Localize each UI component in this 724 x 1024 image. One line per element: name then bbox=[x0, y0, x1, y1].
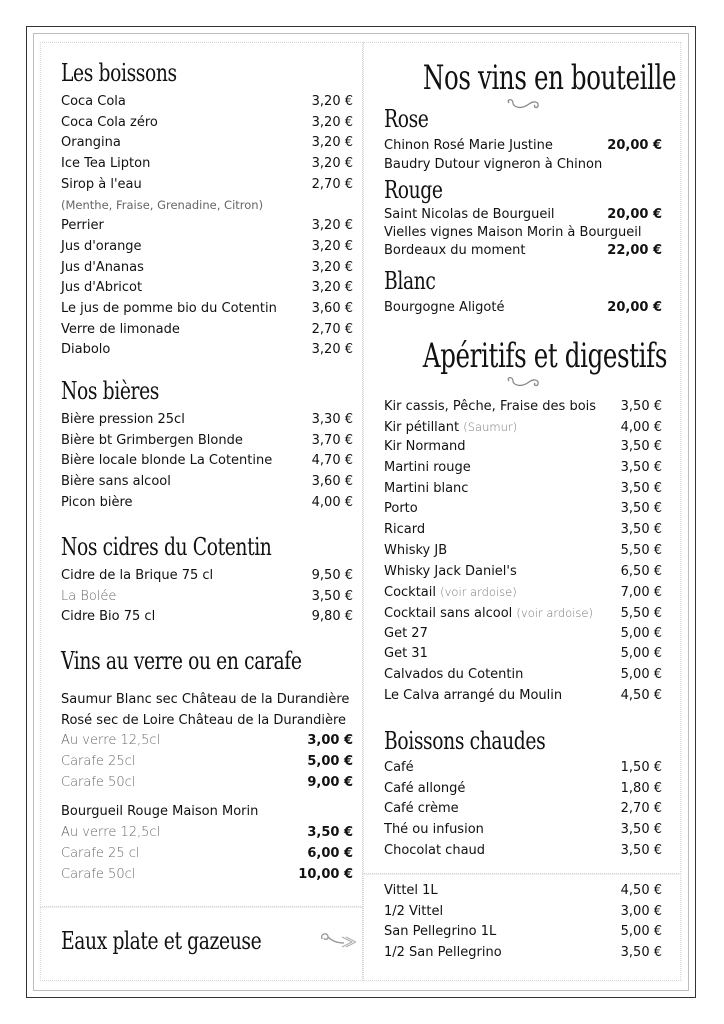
menu-item: Bourgogne Aligoté 20,00 € bbox=[384, 300, 662, 316]
menu-item: Au verre 12,5cl 3,00 € bbox=[61, 733, 353, 749]
menu-item: Bière sans alcool 3,60 € bbox=[61, 474, 353, 490]
menu-item: Ice Tea Lipton 3,20 € bbox=[61, 156, 353, 172]
menu-item: Sirop à l'eau 2,70 € bbox=[61, 176, 353, 192]
menu-item: Café 1,50 € bbox=[384, 760, 662, 775]
section-title: Les boissons bbox=[61, 59, 177, 87]
wine-line: Vielles vignes Maison Morin à Bourgueil bbox=[384, 225, 642, 241]
menu-item: Kir cassis, Pêche, Fraise des bois 3,50 € bbox=[384, 399, 662, 414]
wine-line: Bourgueil Rouge Maison Morin bbox=[61, 804, 259, 820]
menu-item: Carafe 25 cl 6,00 € bbox=[61, 845, 353, 861]
menu-item: Bordeaux du moment 22,00 € bbox=[384, 243, 662, 259]
swirl-arrow-right-icon bbox=[318, 929, 356, 953]
section-title: Vins au verre ou en carafe bbox=[61, 647, 302, 675]
menu-item: Whisky Jack Daniel's 6,50 € bbox=[384, 563, 662, 579]
section-chaudes bbox=[384, 726, 662, 861]
menu-item: Le jus de pomme bio du Cotentin 3,60 € bbox=[61, 300, 353, 316]
section-title: Nos vins en bouteille bbox=[422, 58, 677, 98]
menu-item: Martini rouge 3,50 € bbox=[384, 460, 662, 476]
sirop-flavors-note: (Menthe, Fraise, Grenadine, Citron) bbox=[61, 198, 264, 213]
menu-item: Diabolo 3,20 € bbox=[61, 342, 353, 358]
section-title: Nos bières bbox=[61, 377, 159, 405]
menu-item: Calvados du Cotentin 5,00 € bbox=[384, 666, 662, 682]
section-title: Apéritifs et digestifs bbox=[422, 336, 668, 376]
section-title: Eaux plate et gazeuse bbox=[61, 927, 262, 955]
menu-item: 1/2 Vittel 3,00 € bbox=[384, 903, 662, 919]
menu-item: Bière pression 25cl 3,30 € bbox=[61, 412, 353, 427]
menu-item: Cidre de la Brique 75 cl 9,50 € bbox=[61, 568, 353, 583]
menu-item: San Pellegrino 1L 5,00 € bbox=[384, 924, 662, 940]
section-title: Nos cidres du Cotentin bbox=[61, 533, 272, 561]
menu-item: Get 31 5,00 € bbox=[384, 646, 662, 662]
menu-item: Thé ou infusion 3,50 € bbox=[384, 822, 662, 838]
section-vins-verre bbox=[61, 646, 353, 885]
wine-line: Baudry Dutour vigneron à Chinon bbox=[384, 156, 603, 172]
subsection-title-rose: Rose bbox=[384, 105, 429, 133]
menu-item: Carafe 50cl 9,00 € bbox=[61, 774, 353, 790]
menu-item: Café crème 2,70 € bbox=[384, 801, 662, 817]
menu-item: Carafe 50cl 10,00 € bbox=[61, 866, 353, 882]
menu-item: Porto 3,50 € bbox=[384, 501, 662, 517]
swirl-ornament-icon bbox=[503, 376, 543, 390]
menu-item: Jus d'Ananas 3,20 € bbox=[61, 259, 353, 275]
menu-item: Bière bt Grimbergen Blonde 3,70 € bbox=[61, 432, 353, 448]
menu-item: Martini blanc 3,50 € bbox=[384, 480, 662, 496]
menu-item: Carafe 25cl 5,00 € bbox=[61, 754, 353, 770]
menu-item: Vittel 1L 4,50 € bbox=[384, 883, 662, 898]
section-cidres bbox=[61, 532, 353, 628]
menu-item: Cocktail (voir ardoise) 7,00 € bbox=[384, 585, 662, 601]
menu-item: Saint Nicolas de Bourgueil 20,00 € bbox=[384, 206, 662, 222]
subsection-title-blanc: Blanc bbox=[384, 267, 436, 296]
menu-item: Bière locale blonde La Cotentine 4,70 € bbox=[61, 453, 353, 469]
section-boissons bbox=[61, 58, 353, 361]
menu-item: Cocktail sans alcool (voir ardoise) 5,50 € bbox=[384, 605, 662, 621]
menu-item: Au verre 12,5cl 3,50 € bbox=[61, 825, 353, 841]
wine-line: Rosé sec de Loire Château de la Durandière bbox=[61, 712, 347, 728]
wine-line: Saumur Blanc sec Château de la Durandière bbox=[61, 692, 350, 707]
menu-item: Orangina 3,20 € bbox=[61, 135, 353, 151]
section-eaux-list bbox=[384, 881, 662, 964]
subsection-title-rouge: Rouge bbox=[384, 175, 443, 204]
menu-item: Le Calva arrangé du Moulin 4,50 € bbox=[384, 687, 662, 703]
menu-item: Cidre Bio 75 cl 9,80 € bbox=[61, 609, 353, 625]
menu-item: La Bolée 3,50 € bbox=[61, 588, 353, 604]
section-bieres bbox=[61, 376, 353, 513]
section-eaux bbox=[61, 926, 353, 956]
menu-item: Coca Cola 3,20 € bbox=[61, 94, 353, 109]
menu-item: Coca Cola zéro 3,20 € bbox=[61, 114, 353, 130]
section-title: Boissons chaudes bbox=[384, 727, 546, 755]
menu-item: Get 27 5,00 € bbox=[384, 625, 662, 641]
menu-item: Perrier 3,20 € bbox=[61, 218, 353, 234]
menu-item: 1/2 San Pellegrino 3,50 € bbox=[384, 945, 662, 961]
menu-item: Chinon Rosé Marie Justine 20,00 € bbox=[384, 138, 662, 153]
menu-item: Kir Normand 3,50 € bbox=[384, 439, 662, 455]
menu-item: Jus d'Abricot 3,20 € bbox=[61, 280, 353, 296]
menu-item: Kir pétillant (Saumur) 4,00 € bbox=[384, 419, 662, 435]
menu-item: Verre de limonade 2,70 € bbox=[61, 321, 353, 337]
menu-item: Ricard 3,50 € bbox=[384, 522, 662, 538]
menu-item: Jus d'orange 3,20 € bbox=[61, 238, 353, 254]
section-aperitifs bbox=[384, 336, 668, 706]
menu-item: Whisky JB 5,50 € bbox=[384, 542, 662, 558]
section-vins-bouteille bbox=[384, 58, 677, 319]
menu-item: Picon bière 4,00 € bbox=[61, 494, 353, 510]
menu-item: Chocolat chaud 3,50 € bbox=[384, 842, 662, 858]
menu-item: Café allongé 1,80 € bbox=[384, 780, 662, 796]
